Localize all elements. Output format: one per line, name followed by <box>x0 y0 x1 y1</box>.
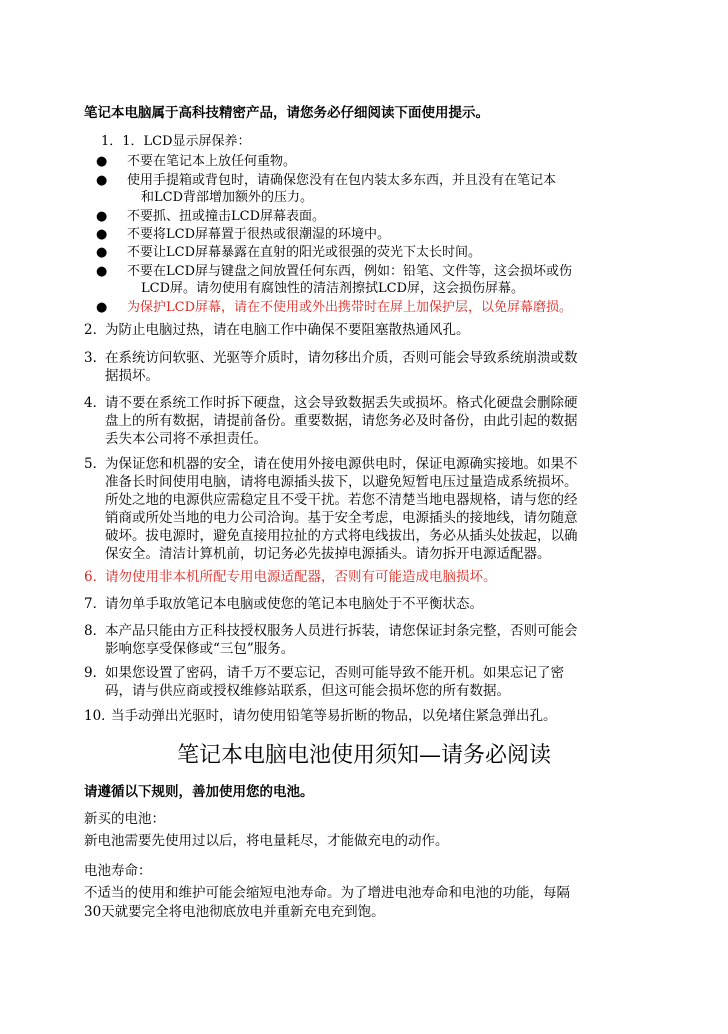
item-text: 为防止电脑过热，请在电脑工作中确保不要阻塞散热通风孔。 <box>105 322 470 338</box>
lcd-bullet-item <box>96 226 656 243</box>
item-text-continued: 保安全。清洁计算机前，切记务必先拔掉电源插头。请勿拆开电源适配器。 <box>105 546 551 562</box>
list-item <box>84 707 644 725</box>
item-text: 在系统访问软驱、光驱等介质时，请勿移出介质，否则可能会导致系统崩溃或数 <box>105 350 578 366</box>
item-text-continued: 码，请与供应商或授权维修站联系，但这可能会损坏您的所有数据。 <box>105 683 510 699</box>
item-text-continued: 所处之地的电源供应需稳定且不受干扰。若您不清楚当地电器规格，请与您的经 <box>105 492 578 508</box>
list-item <box>84 664 644 700</box>
lcd-bullet-item <box>96 263 656 297</box>
item-number: 6． <box>84 569 107 585</box>
bullet-text: 使用手提箱或背包时，请确保您没有在包内装太多东西，并且没有在笔记本 <box>127 173 557 188</box>
lcd-bullet-item <box>96 208 656 225</box>
lcd-bullet-item <box>96 153 656 170</box>
intro-heading: 笔记本电脑属于高科技精密产品，请您务必仔细阅读下面使用提示。 <box>84 105 489 121</box>
list-item <box>84 622 644 658</box>
battery-life-heading: 电池寿命： <box>84 863 152 879</box>
item-number: 4． <box>84 395 107 411</box>
list-item <box>84 595 644 613</box>
bullet-icon: ● <box>96 173 108 188</box>
lcd-bullet-list <box>96 153 656 316</box>
bullet-text: 不要在笔记本上放任何重物。 <box>127 154 297 169</box>
bullet-text: 为保护LCD屏幕，请在不使用或外出携带时在屏上加保护层，以免屏幕磨损。 <box>127 300 573 315</box>
lcd-section-heading: 1．1．LCD显示屏保养： <box>101 134 251 149</box>
bullet-text: 不要抓、扭或撞击LCD屏幕表面。 <box>127 209 326 224</box>
bullet-icon: ● <box>96 264 108 279</box>
item-text-continued: 丢失本公司将不承担责任。 <box>105 431 267 447</box>
item-number: 10． <box>84 708 115 724</box>
bullet-text: 不要让LCD屏幕暴露在直射的阳光或很强的荧光下太长时间。 <box>127 245 482 260</box>
list-item-warning <box>84 568 644 586</box>
battery-life-text <box>84 884 654 922</box>
item-text: 请不要在系统工作时拆下硬盘，这会导致数据丢失或损坏。格式化硬盘会删除硬 <box>105 395 578 411</box>
bullet-text: 不要将LCD屏幕置于很热或很潮湿的环境中。 <box>127 227 391 242</box>
battery-life-text-line: 30天就要完全将电池彻底放电并重新充电充到饱。 <box>84 904 385 920</box>
item-text-continued: 准备长时间使用电脑，请将电源插头拔下，以避免短暂电压过量造成系统损坏。 <box>105 474 578 490</box>
lcd-bullet-item <box>96 172 656 206</box>
item-text: 如果您设置了密码，请千万不要忘记，否则可能导致不能开机。如果忘记了密 <box>105 665 564 681</box>
item-text-continued: 破坏。拔电源时，避免直接用拉扯的方式将电线拔出，务必从插头处拔起，以确 <box>105 528 578 544</box>
battery-title: 笔记本电脑电池使用须知—请务必阅读 <box>176 743 551 768</box>
bullet-icon: ● <box>96 154 108 169</box>
battery-life-text-line: 不适当的使用和维护可能会缩短电池寿命。为了增进电池寿命和电池的功能，每隔 <box>84 885 570 901</box>
bullet-text: 不要在LCD屏与键盘之间放置任何东西，例如：铅笔、文件等，这会损坏或伤 <box>127 264 573 279</box>
item-number: 2． <box>84 322 107 338</box>
item-number: 3． <box>84 350 107 366</box>
item-text: 为保证您和机器的安全，请在使用外接电源供电时，保证电源确实接地。如果不 <box>105 456 578 472</box>
list-item <box>84 455 644 563</box>
item-text: 当手动弹出光驱时，请勿使用铅笔等易折断的物品，以免堵住紧急弹出孔。 <box>111 708 557 724</box>
new-battery-heading: 新买的电池： <box>84 811 165 827</box>
lcd-bullet-item-warning <box>96 299 656 316</box>
bullet-icon: ● <box>96 300 108 315</box>
item-text-continued: 影响您享受保修或“三包”服务。 <box>105 641 295 657</box>
bullet-icon: ● <box>96 245 108 260</box>
item-number: 5． <box>84 456 107 472</box>
bullet-icon: ● <box>96 227 108 242</box>
list-item <box>84 349 644 385</box>
battery-rule-heading: 请遵循以下规则，善加使用您的电池。 <box>84 784 314 800</box>
bullet-text-continued: 和LCD背部增加额外的压力。 <box>141 190 314 205</box>
item-text-continued: 销商或所处当地的电力公司洽询。基于安全考虑，电源插头的接地线，请勿随意 <box>105 510 578 526</box>
list-item <box>84 394 644 448</box>
lcd-bullet-item <box>96 244 656 261</box>
item-text: 请勿使用非本机所配专用电源适配器，否则有可能造成电脑损坏。 <box>105 569 497 585</box>
bullet-icon: ● <box>96 209 108 224</box>
item-text-continued: 盘上的所有数据，请提前备份。重要数据，请您务必及时备份，由此引起的数据 <box>105 413 578 429</box>
item-number: 7． <box>84 596 107 612</box>
item-text: 本产品只能由方正科技授权服务人员进行拆装，请您保证封条完整，否则可能会 <box>105 623 578 639</box>
new-battery-text: 新电池需要先使用过以后，将电量耗尽，才能做充电的动作。 <box>84 833 449 849</box>
item-number: 9． <box>84 665 107 681</box>
item-text-continued: 据损坏。 <box>105 368 159 384</box>
item-text: 请勿单手取放笔记本电脑或使您的笔记本电脑处于不平衡状态。 <box>105 596 483 612</box>
item-number: 8． <box>84 623 107 639</box>
list-item <box>84 321 644 339</box>
bullet-text-continued: LCD屏。请勿使用有腐蚀性的清洁剂擦拭LCD屏，这会损伤屏幕。 <box>141 281 525 296</box>
